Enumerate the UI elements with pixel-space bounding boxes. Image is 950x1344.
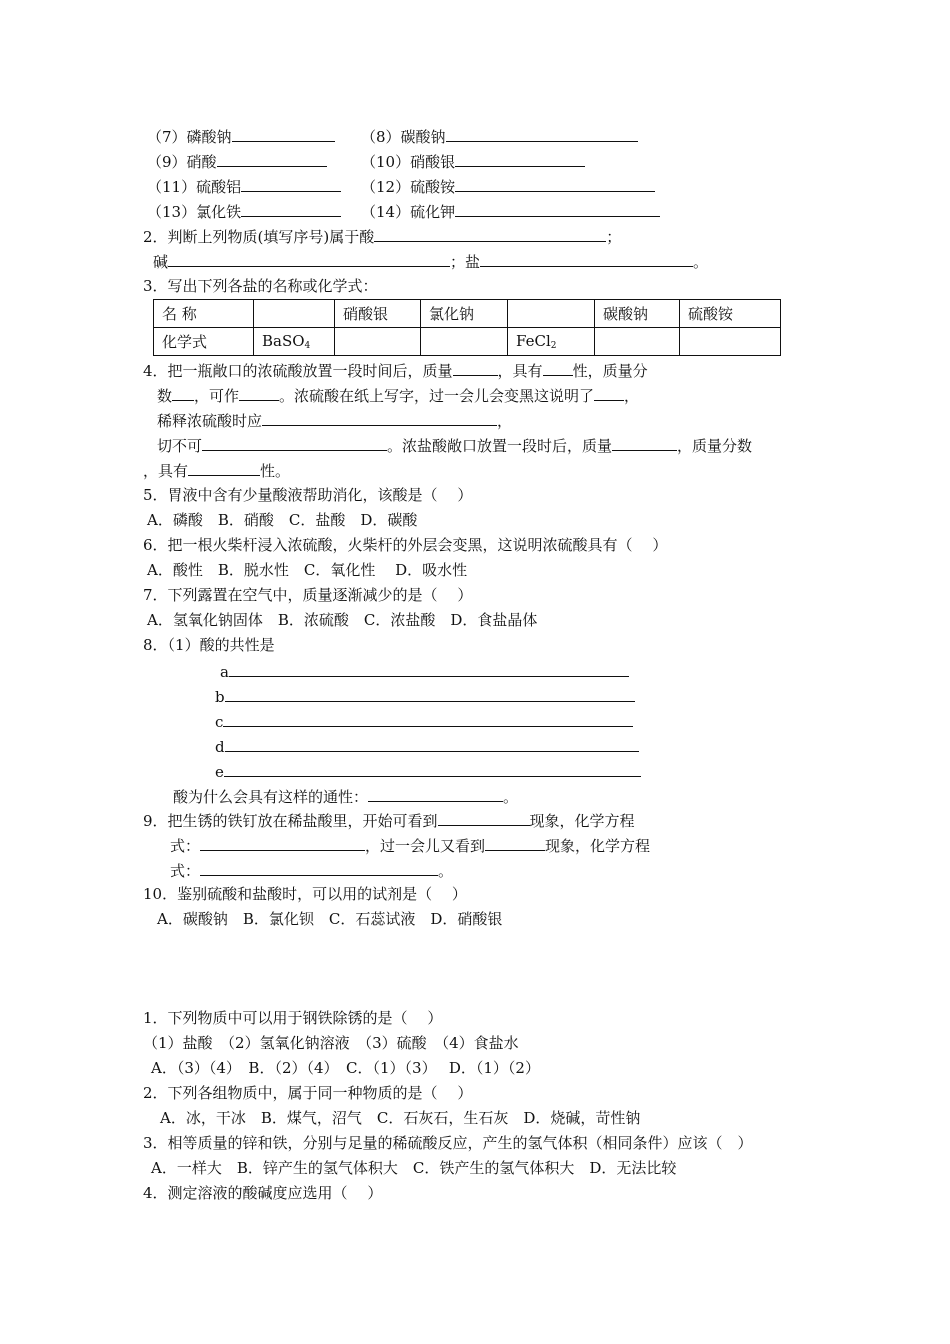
p2-q2-options: A．冰，干冰 B．煤气，沼气 C．石灰石，生石灰 D．烧碱，苛性钠 [160, 1109, 641, 1127]
q6-stem: 6．把一根火柴杆浸入浓硫酸，火柴杆的外层会变黑，这说明浓硫酸具有（ ） [143, 536, 668, 554]
p2-q4: 4．测定溶液的酸碱度应选用（ ） [143, 1184, 383, 1202]
blank[interactable] [168, 251, 450, 267]
q9-text: 。 [438, 862, 454, 880]
q6-options: A．酸性 B．脱水性 C．氧化性 D．吸水性 [147, 561, 468, 579]
q4-text: 稀释浓硫酸时应 [157, 412, 263, 430]
table-cell[interactable] [335, 328, 421, 356]
label-10: （10）硝酸银 [361, 153, 456, 171]
q4-line5 [143, 460, 290, 480]
blank[interactable] [241, 201, 341, 217]
blank[interactable] [612, 435, 677, 451]
q9-line2 [170, 835, 650, 855]
q4-text: ， [624, 387, 640, 405]
q4-line3 [157, 410, 512, 430]
table-cell: 碳酸钠 [595, 300, 680, 328]
q8-why [173, 786, 518, 806]
q10-stem: 10．鉴别硫酸和盐酸时，可以用的试剂是（ ） [143, 885, 467, 903]
p2-q1-items: （1）盐酸 （2）氢氧化钠溶液 （3）硫酸 （4）食盐水 [143, 1034, 519, 1052]
q2-base-label: 碱 [153, 253, 169, 271]
name-line-3b [361, 176, 655, 196]
p2-q3-options: A．一样大 B．锌产生的氢气体积大 C．铁产生的氢气体积大 D．无法比较 [151, 1159, 677, 1177]
q4-text: 性。 [260, 462, 291, 480]
blank[interactable] [229, 661, 629, 677]
name-line-4 [147, 201, 341, 221]
q4-text: ，质量分数 [677, 437, 753, 455]
label-11: （11）硫酸铝 [147, 178, 242, 196]
table-row [154, 300, 781, 328]
formula-baso4: BaSO [262, 332, 305, 350]
q9-line1 [143, 810, 635, 830]
q10-options: A．碳酸钠 B．氯化钡 C．石蕊试液 D．硝酸银 [157, 910, 503, 928]
q4-text: 数 [157, 387, 173, 405]
blank[interactable] [202, 435, 387, 451]
table-cell[interactable] [508, 300, 595, 328]
q9-text: 现象，化学方程 [529, 812, 635, 830]
q4-line4 [157, 435, 752, 455]
blank[interactable] [188, 460, 260, 476]
q7-stem: 7．下列露置在空气中，质量逐渐减少的是（ ） [143, 586, 473, 604]
p2-q2: 2．下列各组物质中，属于同一种物质的是（ ） [143, 1084, 473, 1102]
blank[interactable] [455, 176, 655, 192]
q8-label: a [220, 663, 229, 681]
blank[interactable] [455, 151, 585, 167]
blank[interactable] [223, 711, 633, 727]
table-cell[interactable] [421, 328, 508, 356]
q9-line3 [170, 860, 453, 880]
p2-q1: 1．下列物质中可以用于钢铁除锈的是（ ） [143, 1009, 443, 1027]
table-cell [254, 328, 335, 356]
table-cell: 硫酸铵 [680, 300, 781, 328]
q4-text: 性，质量分 [572, 362, 648, 380]
label-12: （12）硫酸铵 [361, 178, 456, 196]
blank[interactable] [200, 860, 438, 876]
p2-q3: 3．相等质量的锌和铁，分别与足量的稀硫酸反应，产生的氢气体积（相同条件）应该（ ） [143, 1134, 753, 1152]
q2-end: 。 [693, 253, 709, 271]
table-cell: 氯化钠 [421, 300, 508, 328]
label-14: （14）硫化钾 [361, 203, 456, 221]
name-line-2b [361, 151, 585, 171]
table-cell: 化学式 [154, 328, 254, 356]
q8-label: d [215, 738, 225, 756]
blank[interactable] [217, 151, 327, 167]
q4-text: 切不可 [157, 437, 203, 455]
name-line-1 [147, 126, 335, 146]
q8-text: 酸为什么会具有这样的通性： [173, 788, 369, 806]
q9-text: 9．把生锈的铁钉放在稀盐酸里，开始可看到 [143, 812, 438, 830]
q5-stem: 5．胃液中含有少量酸液帮助消化，该酸是（ ） [143, 486, 473, 504]
blank[interactable] [241, 176, 341, 192]
q4-text: ，具有 [497, 362, 543, 380]
q9-text: 式： [170, 862, 201, 880]
table-cell[interactable] [254, 300, 335, 328]
q8-line-a [220, 661, 629, 681]
q8-line-e [215, 761, 641, 781]
blank[interactable] [368, 786, 503, 802]
q8-line-b [215, 686, 635, 706]
blank[interactable] [232, 126, 335, 142]
p2-q1-options: A．（3）（4） B．（2）（4） C．（1）（3） D．（1）（2） [151, 1059, 540, 1077]
blank[interactable] [200, 835, 365, 851]
formula-fecl2: FeCl [516, 332, 551, 350]
blank[interactable] [455, 201, 660, 217]
q4-text: ，具有 [143, 462, 189, 480]
blank[interactable] [172, 385, 194, 401]
q9-text: 式： [170, 837, 201, 855]
table-cell [508, 328, 595, 356]
q9-text: 现象，化学方程 [545, 837, 651, 855]
name-line-4b [361, 201, 660, 221]
q4-text: 4．把一瓶敞口的浓硫酸放置一段时间后，质量 [143, 362, 453, 380]
q2-salt-label: ；盐 [450, 253, 481, 271]
q8-label: c [215, 713, 224, 731]
q4-text: 。浓盐酸敞口放置一段时后，质量 [387, 437, 613, 455]
q4-line2 [157, 385, 639, 405]
q8-line-d [215, 736, 639, 756]
table-cell: 硝酸银 [335, 300, 421, 328]
table-cell[interactable] [595, 328, 680, 356]
blank[interactable] [224, 761, 641, 777]
salt-table [153, 299, 781, 356]
name-line-3 [147, 176, 341, 196]
q4-text: ，可作 [194, 387, 240, 405]
blank[interactable] [225, 736, 639, 752]
label-8: （8）碳酸钠 [361, 128, 446, 146]
q2-line1 [143, 226, 621, 246]
blank[interactable] [543, 360, 573, 376]
q8-label: e [215, 763, 224, 781]
blank[interactable] [239, 385, 279, 401]
q2-text: 2．判断上列物质(填写序号)属于酸 [143, 228, 375, 246]
label-7: （7）磷酸钠 [147, 128, 232, 146]
q7-options: A．氢氧化钠固体 B．浓硫酸 C．浓盐酸 D．食盐晶体 [147, 611, 538, 629]
blank[interactable] [453, 360, 498, 376]
q9-text: ，过一会儿又看到 [365, 837, 486, 855]
table-row [154, 328, 781, 356]
q8-text: 。 [503, 788, 519, 806]
label-9: （9）硝酸 [147, 153, 217, 171]
name-line-2 [147, 151, 327, 171]
label-13: （13）氯化铁 [147, 203, 242, 221]
q3-title: 3．写出下列各盐的名称或化学式： [143, 277, 378, 295]
q8-line-c [215, 711, 633, 731]
blank[interactable] [594, 385, 624, 401]
table-cell: 名 称 [154, 300, 254, 328]
q2-punct: ； [606, 228, 622, 246]
blank[interactable] [262, 410, 497, 426]
blank[interactable] [446, 126, 638, 142]
blank[interactable] [480, 251, 693, 267]
q8-label: b [215, 688, 225, 706]
blank[interactable] [438, 810, 530, 826]
table-cell[interactable] [680, 328, 781, 356]
formula-sub: 2 [550, 341, 557, 351]
q2-line2 [153, 251, 708, 271]
name-line-1b [361, 126, 638, 146]
blank[interactable] [485, 835, 545, 851]
q4-line1 [143, 360, 648, 380]
q4-text: 。浓硫酸在纸上写字，过一会儿会变黑这说明了 [279, 387, 595, 405]
blank[interactable] [374, 226, 606, 242]
formula-sub: 4 [304, 341, 311, 351]
blank[interactable] [225, 686, 635, 702]
q8-stem: 8．（1）酸的共性是 [143, 636, 275, 654]
q5-options: A．磷酸 B．硝酸 C．盐酸 D．碳酸 [147, 511, 418, 529]
q4-text: ， [497, 412, 513, 430]
